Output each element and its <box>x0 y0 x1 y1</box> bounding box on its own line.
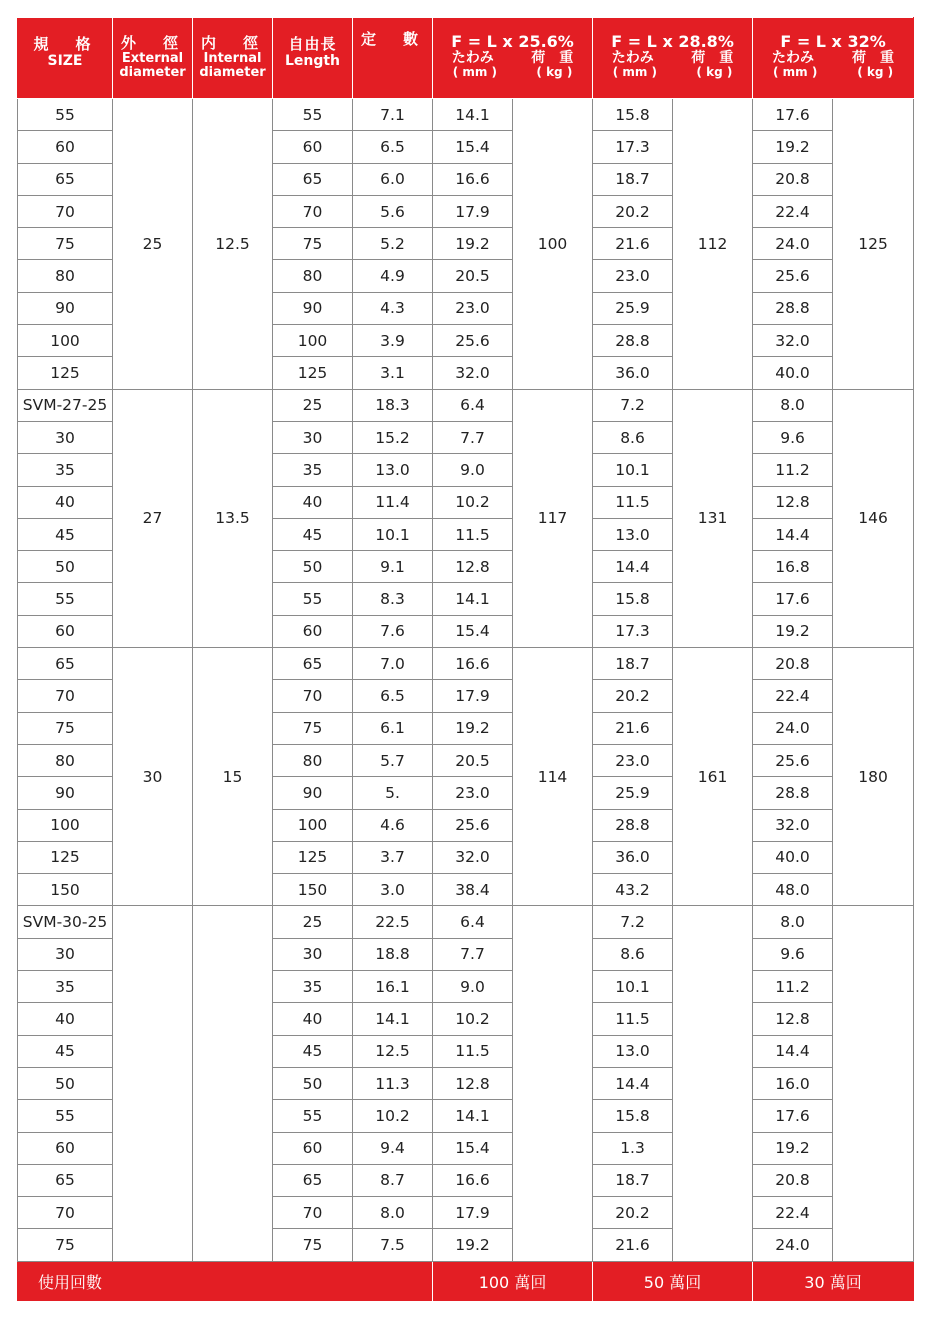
deflection-f1-cell: 23.0 <box>433 777 513 809</box>
deflection-f3-cell: 11.2 <box>753 454 833 486</box>
table-row <box>18 648 914 680</box>
size-cell: 90 <box>18 777 113 809</box>
header-f3-formula: F = L x 32% <box>780 31 886 51</box>
deflection-f2-cell: 8.6 <box>593 938 673 970</box>
size-cell: 65 <box>18 163 113 195</box>
length-cell: 100 <box>273 325 353 357</box>
length-cell: 70 <box>273 195 353 227</box>
deflection-f2-cell: 36.0 <box>593 357 673 389</box>
size-cell: 50 <box>18 551 113 583</box>
deflection-f3-cell: 9.6 <box>753 421 833 453</box>
length-cell: 75 <box>273 712 353 744</box>
deflection-f3-cell: 19.2 <box>753 615 833 647</box>
deflection-f3-cell: 19.2 <box>753 131 833 163</box>
length-cell: 45 <box>273 518 353 550</box>
header-size <box>18 18 113 99</box>
deflection-f3-cell: 24.0 <box>753 1229 833 1261</box>
constant-cell: 5.2 <box>353 228 433 260</box>
deflection-f1-cell: 25.6 <box>433 325 513 357</box>
deflection-f1-cell: 7.7 <box>433 938 513 970</box>
deflection-f3-cell: 28.8 <box>753 292 833 324</box>
deflection-f3-cell: 12.8 <box>753 1003 833 1035</box>
header-f3-unit-mm: ( mm ) <box>772 64 818 79</box>
deflection-f1-cell: 7.7 <box>433 421 513 453</box>
deflection-f3-cell: 9.6 <box>753 938 833 970</box>
spring-spec-table <box>17 17 914 1302</box>
deflection-f2-cell: 28.8 <box>593 809 673 841</box>
size-cell: SVM-27-25 <box>18 389 113 421</box>
deflection-f3-cell: 14.4 <box>753 1035 833 1067</box>
constant-cell: 15.2 <box>353 421 433 453</box>
size-cell: 30 <box>18 421 113 453</box>
deflection-f2-cell: 18.7 <box>593 648 673 680</box>
constant-cell: 10.2 <box>353 1100 433 1132</box>
header-external-ja: 外 徑 <box>120 34 184 52</box>
deflection-f2-cell: 7.2 <box>593 906 673 938</box>
length-cell: 150 <box>273 874 353 906</box>
deflection-f1-cell: 20.5 <box>433 744 513 776</box>
deflection-f1-cell: 16.6 <box>433 1164 513 1196</box>
header-f1-unit-kg: ( kg ) <box>536 64 573 79</box>
deflection-f3-cell: 16.0 <box>753 1067 833 1099</box>
deflection-f3-cell: 20.8 <box>753 1164 833 1196</box>
deflection-f2-cell: 43.2 <box>593 874 673 906</box>
size-cell: 125 <box>18 357 113 389</box>
length-cell: 65 <box>273 1164 353 1196</box>
size-cell: 60 <box>18 615 113 647</box>
size-cell: 40 <box>18 486 113 518</box>
length-cell: 65 <box>273 163 353 195</box>
length-cell: 75 <box>273 1229 353 1261</box>
deflection-f1-cell: 6.4 <box>433 389 513 421</box>
deflection-f2-cell: 11.5 <box>593 1003 673 1035</box>
table-footer <box>18 1261 914 1301</box>
length-cell: 65 <box>273 648 353 680</box>
size-cell: 40 <box>18 1003 113 1035</box>
deflection-f3-cell: 40.0 <box>753 357 833 389</box>
footer-cycles-f1: 100 萬回 <box>433 1261 593 1301</box>
header-f1 <box>433 18 593 99</box>
load-f3-cell: 146 <box>833 389 914 647</box>
deflection-f3-cell: 25.6 <box>753 260 833 292</box>
deflection-f3-cell: 20.8 <box>753 648 833 680</box>
internal-diameter-cell <box>193 906 273 1261</box>
deflection-f2-cell: 20.2 <box>593 195 673 227</box>
load-f1-cell: 100 <box>513 99 593 390</box>
deflection-f2-cell: 23.0 <box>593 744 673 776</box>
header-constant-ja: 定 數 <box>360 30 424 48</box>
deflection-f3-cell: 12.8 <box>753 486 833 518</box>
length-cell: 35 <box>273 971 353 1003</box>
constant-cell: 12.5 <box>353 1035 433 1067</box>
size-cell: 80 <box>18 260 113 292</box>
load-f3-cell: 180 <box>833 648 914 906</box>
deflection-f1-cell: 17.9 <box>433 195 513 227</box>
deflection-f1-cell: 32.0 <box>433 841 513 873</box>
header-length-ja: 自由長 <box>288 35 337 53</box>
deflection-f3-cell: 17.6 <box>753 583 833 615</box>
load-f2-cell <box>673 906 753 1261</box>
constant-cell: 5. <box>353 777 433 809</box>
deflection-f1-cell: 10.2 <box>433 1003 513 1035</box>
footer-cycles-f2: 50 萬回 <box>593 1261 753 1301</box>
deflection-f2-cell: 15.8 <box>593 1100 673 1132</box>
header-internal-en1: Internal <box>203 51 262 66</box>
constant-cell: 6.5 <box>353 680 433 712</box>
deflection-f2-cell: 13.0 <box>593 1035 673 1067</box>
constant-cell: 8.7 <box>353 1164 433 1196</box>
external-diameter-cell <box>113 906 193 1261</box>
deflection-f2-cell: 17.3 <box>593 131 673 163</box>
length-cell: 125 <box>273 357 353 389</box>
deflection-f2-cell: 13.0 <box>593 518 673 550</box>
deflection-f2-cell: 20.2 <box>593 1197 673 1229</box>
header-internal <box>193 18 273 99</box>
deflection-f3-cell: 25.6 <box>753 744 833 776</box>
length-cell: 90 <box>273 292 353 324</box>
header-f2-deflection: たわみ <box>611 49 654 66</box>
constant-cell: 14.1 <box>353 1003 433 1035</box>
header-external <box>113 18 193 99</box>
deflection-f2-cell: 14.4 <box>593 551 673 583</box>
size-cell: 150 <box>18 874 113 906</box>
internal-diameter-cell: 12.5 <box>193 99 273 390</box>
deflection-f1-cell: 32.0 <box>433 357 513 389</box>
deflection-f3-cell: 11.2 <box>753 971 833 1003</box>
load-f2-cell: 161 <box>673 648 753 906</box>
deflection-f2-cell: 14.4 <box>593 1067 673 1099</box>
deflection-f2-cell: 25.9 <box>593 292 673 324</box>
deflection-f2-cell: 18.7 <box>593 1164 673 1196</box>
constant-cell: 13.0 <box>353 454 433 486</box>
size-cell: 50 <box>18 1067 113 1099</box>
length-cell: 30 <box>273 938 353 970</box>
deflection-f1-cell: 6.4 <box>433 906 513 938</box>
constant-cell: 3.1 <box>353 357 433 389</box>
deflection-f1-cell: 11.5 <box>433 1035 513 1067</box>
constant-cell: 11.4 <box>353 486 433 518</box>
external-diameter-cell: 25 <box>113 99 193 390</box>
deflection-f2-cell: 1.3 <box>593 1132 673 1164</box>
load-f1-cell: 117 <box>513 389 593 647</box>
length-cell: 75 <box>273 228 353 260</box>
length-cell: 90 <box>273 777 353 809</box>
deflection-f2-cell: 36.0 <box>593 841 673 873</box>
length-cell: 100 <box>273 809 353 841</box>
load-f1-cell: 114 <box>513 648 593 906</box>
deflection-f2-cell: 15.8 <box>593 99 673 131</box>
footer-cycles-f3: 30 萬回 <box>753 1261 914 1301</box>
length-cell: 55 <box>273 1100 353 1132</box>
internal-diameter-cell: 15 <box>193 648 273 906</box>
size-cell: 75 <box>18 228 113 260</box>
constant-cell: 22.5 <box>353 906 433 938</box>
deflection-f2-cell: 21.6 <box>593 712 673 744</box>
size-cell: 55 <box>18 583 113 615</box>
size-cell: 55 <box>18 1100 113 1132</box>
constant-cell: 5.6 <box>353 195 433 227</box>
size-cell: 100 <box>18 809 113 841</box>
size-cell: 100 <box>18 325 113 357</box>
length-cell: 50 <box>273 551 353 583</box>
deflection-f1-cell: 15.4 <box>433 1132 513 1164</box>
size-cell: 70 <box>18 680 113 712</box>
table-header <box>18 18 914 99</box>
deflection-f1-cell: 16.6 <box>433 648 513 680</box>
size-cell: 90 <box>18 292 113 324</box>
constant-cell: 9.4 <box>353 1132 433 1164</box>
deflection-f3-cell: 48.0 <box>753 874 833 906</box>
deflection-f1-cell: 9.0 <box>433 971 513 1003</box>
deflection-f1-cell: 11.5 <box>433 518 513 550</box>
load-f2-cell: 112 <box>673 99 753 390</box>
deflection-f3-cell: 20.8 <box>753 163 833 195</box>
header-length <box>273 18 353 99</box>
deflection-f1-cell: 14.1 <box>433 99 513 131</box>
size-cell: 65 <box>18 1164 113 1196</box>
size-cell: 35 <box>18 971 113 1003</box>
constant-cell: 4.3 <box>353 292 433 324</box>
length-cell: 40 <box>273 486 353 518</box>
constant-cell: 6.0 <box>353 163 433 195</box>
header-f1-load: 荷 重 <box>531 49 574 66</box>
constant-cell: 11.3 <box>353 1067 433 1099</box>
constant-cell: 7.0 <box>353 648 433 680</box>
header-length-en: Length <box>284 53 341 69</box>
deflection-f1-cell: 10.2 <box>433 486 513 518</box>
size-cell: 35 <box>18 454 113 486</box>
deflection-f1-cell: 19.2 <box>433 228 513 260</box>
size-cell: 75 <box>18 1229 113 1261</box>
header-f3 <box>753 18 914 99</box>
length-cell: 25 <box>273 906 353 938</box>
constant-cell: 6.1 <box>353 712 433 744</box>
deflection-f3-cell: 40.0 <box>753 841 833 873</box>
deflection-f3-cell: 32.0 <box>753 809 833 841</box>
length-cell: 60 <box>273 1132 353 1164</box>
length-cell: 60 <box>273 131 353 163</box>
load-f3-cell: 125 <box>833 99 914 390</box>
internal-diameter-cell: 13.5 <box>193 389 273 647</box>
deflection-f1-cell: 9.0 <box>433 454 513 486</box>
constant-cell: 9.1 <box>353 551 433 583</box>
deflection-f3-cell: 16.8 <box>753 551 833 583</box>
deflection-f1-cell: 19.2 <box>433 712 513 744</box>
size-cell: 60 <box>18 131 113 163</box>
constant-cell: 3.9 <box>353 325 433 357</box>
constant-cell: 4.9 <box>353 260 433 292</box>
length-cell: 70 <box>273 680 353 712</box>
deflection-f2-cell: 10.1 <box>593 971 673 1003</box>
length-cell: 80 <box>273 260 353 292</box>
constant-cell: 3.7 <box>353 841 433 873</box>
header-internal-ja: 内 徑 <box>200 34 264 52</box>
constant-cell: 6.5 <box>353 131 433 163</box>
constant-cell: 7.5 <box>353 1229 433 1261</box>
deflection-f2-cell: 25.9 <box>593 777 673 809</box>
header-size-en: SIZE <box>47 53 83 69</box>
size-cell: 80 <box>18 744 113 776</box>
deflection-f3-cell: 32.0 <box>753 325 833 357</box>
header-constant <box>353 18 433 99</box>
length-cell: 40 <box>273 1003 353 1035</box>
external-diameter-cell: 30 <box>113 648 193 906</box>
deflection-f1-cell: 14.1 <box>433 583 513 615</box>
size-cell: 75 <box>18 712 113 744</box>
size-cell: SVM-30-25 <box>18 906 113 938</box>
size-cell: 70 <box>18 1197 113 1229</box>
constant-cell: 18.3 <box>353 389 433 421</box>
deflection-f3-cell: 22.4 <box>753 195 833 227</box>
deflection-f3-cell: 14.4 <box>753 518 833 550</box>
load-f2-cell: 131 <box>673 389 753 647</box>
length-cell: 55 <box>273 99 353 131</box>
header-f2 <box>593 18 753 99</box>
constant-cell: 8.3 <box>353 583 433 615</box>
deflection-f3-cell: 19.2 <box>753 1132 833 1164</box>
deflection-f3-cell: 28.8 <box>753 777 833 809</box>
deflection-f1-cell: 17.9 <box>433 1197 513 1229</box>
deflection-f3-cell: 8.0 <box>753 389 833 421</box>
deflection-f2-cell: 28.8 <box>593 325 673 357</box>
header-f1-unit-mm: ( mm ) <box>452 64 498 79</box>
deflection-f1-cell: 20.5 <box>433 260 513 292</box>
length-cell: 70 <box>273 1197 353 1229</box>
constant-cell: 3.0 <box>353 874 433 906</box>
deflection-f1-cell: 23.0 <box>433 292 513 324</box>
table-body <box>18 99 914 1262</box>
length-cell: 55 <box>273 583 353 615</box>
deflection-f1-cell: 15.4 <box>433 131 513 163</box>
deflection-f2-cell: 10.1 <box>593 454 673 486</box>
deflection-f1-cell: 14.1 <box>433 1100 513 1132</box>
deflection-f1-cell: 17.9 <box>433 680 513 712</box>
deflection-f2-cell: 18.7 <box>593 163 673 195</box>
deflection-f3-cell: 24.0 <box>753 228 833 260</box>
deflection-f2-cell: 21.6 <box>593 228 673 260</box>
header-f3-unit-kg: ( kg ) <box>857 64 894 79</box>
deflection-f1-cell: 19.2 <box>433 1229 513 1261</box>
header-external-en2: diameter <box>119 65 186 80</box>
size-cell: 45 <box>18 1035 113 1067</box>
load-f1-cell <box>513 906 593 1261</box>
deflection-f1-cell: 12.8 <box>433 1067 513 1099</box>
deflection-f3-cell: 24.0 <box>753 712 833 744</box>
size-cell: 70 <box>18 195 113 227</box>
header-size-ja: 規 格 <box>33 35 97 53</box>
deflection-f1-cell: 12.8 <box>433 551 513 583</box>
deflection-f2-cell: 21.6 <box>593 1229 673 1261</box>
size-cell: 30 <box>18 938 113 970</box>
deflection-f3-cell: 17.6 <box>753 1100 833 1132</box>
constant-cell: 18.8 <box>353 938 433 970</box>
header-f1-formula: F = L x 25.6% <box>451 31 574 51</box>
header-f2-load: 荷 重 <box>691 49 734 66</box>
deflection-f2-cell: 23.0 <box>593 260 673 292</box>
header-f3-deflection: たわみ <box>772 49 815 66</box>
length-cell: 35 <box>273 454 353 486</box>
deflection-f2-cell: 8.6 <box>593 421 673 453</box>
deflection-f1-cell: 38.4 <box>433 874 513 906</box>
constant-cell: 7.6 <box>353 615 433 647</box>
external-diameter-cell: 27 <box>113 389 193 647</box>
header-f2-formula: F = L x 28.8% <box>611 31 734 51</box>
constant-cell: 5.7 <box>353 744 433 776</box>
deflection-f1-cell: 15.4 <box>433 615 513 647</box>
deflection-f2-cell: 11.5 <box>593 486 673 518</box>
header-f1-deflection: たわみ <box>451 49 494 66</box>
footer-usage-label: 使用回數 <box>18 1261 433 1301</box>
size-cell: 65 <box>18 648 113 680</box>
constant-cell: 8.0 <box>353 1197 433 1229</box>
deflection-f3-cell: 17.6 <box>753 99 833 131</box>
header-f3-load: 荷 重 <box>852 49 895 66</box>
deflection-f2-cell: 7.2 <box>593 389 673 421</box>
length-cell: 125 <box>273 841 353 873</box>
constant-cell: 4.6 <box>353 809 433 841</box>
header-f2-unit-kg: ( kg ) <box>696 64 733 79</box>
length-cell: 60 <box>273 615 353 647</box>
table-row <box>18 906 914 938</box>
length-cell: 30 <box>273 421 353 453</box>
constant-cell: 7.1 <box>353 99 433 131</box>
deflection-f3-cell: 22.4 <box>753 1197 833 1229</box>
deflection-f1-cell: 25.6 <box>433 809 513 841</box>
size-cell: 125 <box>18 841 113 873</box>
constant-cell: 10.1 <box>353 518 433 550</box>
deflection-f1-cell: 16.6 <box>433 163 513 195</box>
load-f3-cell <box>833 906 914 1261</box>
size-cell: 45 <box>18 518 113 550</box>
header-external-en1: External <box>121 51 184 66</box>
table-row <box>18 99 914 131</box>
deflection-f2-cell: 15.8 <box>593 583 673 615</box>
deflection-f3-cell: 8.0 <box>753 906 833 938</box>
table-row <box>18 389 914 421</box>
length-cell: 50 <box>273 1067 353 1099</box>
size-cell: 55 <box>18 99 113 131</box>
deflection-f2-cell: 17.3 <box>593 615 673 647</box>
size-cell: 60 <box>18 1132 113 1164</box>
header-internal-en2: diameter <box>199 65 266 80</box>
length-cell: 45 <box>273 1035 353 1067</box>
length-cell: 80 <box>273 744 353 776</box>
length-cell: 25 <box>273 389 353 421</box>
deflection-f3-cell: 22.4 <box>753 680 833 712</box>
deflection-f2-cell: 20.2 <box>593 680 673 712</box>
constant-cell: 16.1 <box>353 971 433 1003</box>
header-f2-unit-mm: ( mm ) <box>612 64 658 79</box>
